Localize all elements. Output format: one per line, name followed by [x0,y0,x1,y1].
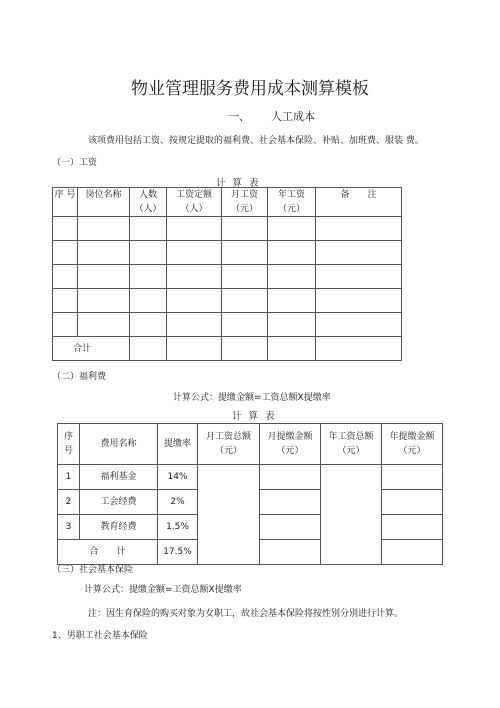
row-number: 2 [58,490,80,515]
table-header-row [53,188,402,217]
rate: 2% [158,490,198,515]
table-row [53,265,402,289]
fee-name: 教育经费 [80,515,158,540]
header-cell: 提缴率 [158,424,198,465]
table-row [53,313,402,337]
header-cell: 备 注 [316,188,402,217]
insurance-heading: （三）社会基本保险 [52,565,134,575]
fee-name: 工会经费 [80,490,158,515]
header-cell: 工资定额 （人） [167,188,222,217]
header-cell: 月提缴金额 （元） [260,424,321,465]
header-cell: 年工资 （元） [268,188,316,217]
wages-table-caption: 计 算 表 [216,178,261,189]
insurance-note: 注：因生育保险的购买对象为女职工，故社会基本保险将按性别分别进行计算。 [88,609,404,619]
section-intro: 该项费用包括工资、按规定提取的福利费、社会基本保险、补贴、加班费、服装 费。 [88,136,424,146]
row-number: 1 [58,465,80,490]
wages-table [52,187,402,361]
insurance-formula: 计算公式：提缴金额=工资总额X提缴率 [84,585,242,595]
section-number: 一、 [228,110,250,123]
total-label: 合计 [53,337,130,361]
welfare-table-caption: 计 算 表 [232,411,277,422]
section-title: 人工成本 [271,110,315,123]
table-row [53,241,402,265]
table-total-row [53,337,402,361]
fee-name: 福利基金 [80,465,158,490]
table-row [53,217,402,241]
section-heading [228,108,315,124]
header-cell: 岗位名称 [78,188,130,217]
rate: 1.5% [158,515,198,540]
header-cell: 费用名称 [80,424,158,465]
welfare-formula: 计算公式：提缴金额=工资总额X提缴率 [173,393,331,403]
document-title: 物业管理服务费用成本测算模板 [131,79,369,99]
header-cell: 序 号 [58,424,80,465]
header-cell: 序 号 [53,188,78,217]
table-row [53,289,402,313]
welfare-table [57,423,443,565]
insurance-subheading: 1、男职工社会基本保险 [52,631,148,641]
welfare-heading: （二）福利费 [52,372,107,382]
header-cell: 人数 （人） [130,188,167,217]
header-cell: 月工资 （元） [222,188,268,217]
table-row [58,465,443,490]
total-label: 合 计 [58,540,158,565]
header-cell: 年提缴金额 （元） [382,424,443,465]
table-header-row [58,424,443,465]
row-number: 3 [58,515,80,540]
total-rate: 17.5% [158,540,198,565]
header-cell: 年工资总额 （元） [321,424,382,465]
wages-heading: （一）工资 [52,158,98,168]
rate: 14% [158,465,198,490]
header-cell: 月工资总额 （元） [198,424,260,465]
